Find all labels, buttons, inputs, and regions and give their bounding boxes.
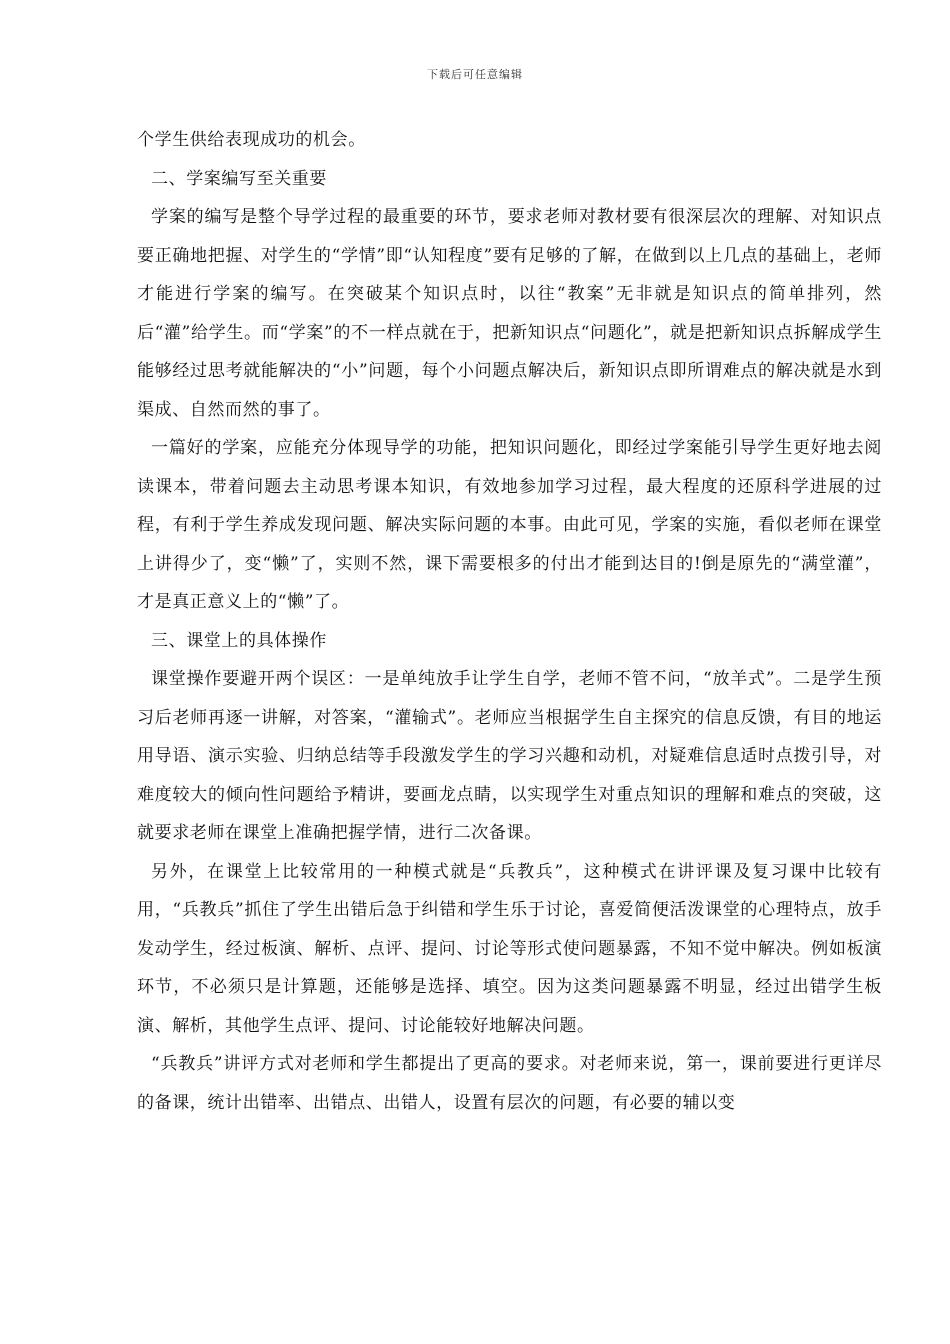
- paragraph: “兵教兵”讲评方式对老师和学生都提出了更高的要求。对老师来说，第一，课前要进行更详尽的备课，统计出错率、出错点、出错人，设置有层次的问题，有必要的辅以变: [137, 1054, 882, 1113]
- paragraph: 另外，在课堂上比较常用的一种模式就是“兵教兵”，这种模式在讲评课及复习课中比较有用，“兵教兵”抓住了学生出错后急于纠错和学生乐于讨论，喜爱简便活泼课堂的心理特点，放手发动学生，经过板演、解析、点评、提问、讨论等形式使问题暴露，不知不觉中解决。例如板演环节，不必须只是计算题，还能够是选择、填空。因为这类问题暴露不明显，经过出错学生板演、解析，其他学生点评、提问、讨论能较好地解决问题。: [137, 861, 882, 1036]
- section-heading-3: 三、课堂上的具体操作: [151, 630, 327, 651]
- paragraph-continuation: 个学生供给表现成功的机会。: [137, 130, 366, 150]
- document-body: [137, 121, 882, 1122]
- paragraph: 课堂操作要避开两个误区：一是单纯放手让学生自学，老师不管不问，“放羊式”。二是学生预习后老师再逐一讲解，对答案，“灌输式”。老师应当根据学生自主探究的信息反馈，有目的地运用导语、演示实验、归纳总结等手段激发学生的学习兴趣和动机，对疑难信息适时点拨引导，对难度较大的倾向性问题给予精讲，要画龙点睛，以实现学生对重点知识的理解和难点的突破，这就要求老师在课堂上准确把握学情，进行二次备课。: [137, 669, 882, 843]
- section-heading-2: 二、学案编写至关重要: [151, 168, 327, 189]
- paragraph: 一篇好的学案，应能充分体现导学的功能，把知识问题化，即经过学案能引导学生更好地去阅读课本，带着问题去主动思考课本知识，有效地参加学习过程，最大程度的还原科学进展的过程，有利于学生养成发现问题、解决实际问题的本事。由此可见，学案的实施，看似老师在课堂上讲得少了，变“懒”了，实则不然，课下需要根多的付出才能到达目的!倒是原先的“满堂灌”，才是真正意义上的“懒”了。: [137, 438, 882, 612]
- page-header: 下载后可任意编辑: [427, 68, 523, 81]
- paragraph: 学案的编写是整个导学过程的最重要的环节，要求老师对教材要有很深层次的理解、对知识点要正确地把握、对学生的“学情”即“认知程度”要有足够的了解，在做到以上几点的基础上，老师才能进行学案的编写。在突破某个知识点时，以往“教案”无非就是知识点的简单排列，然后“灌”给学生。而“学案”的不一样点就在于，把新知识点“问题化”，就是把新知识点拆解成学生能够经过思考就能解决的“小”问题，每个小问题点解决后，新知识点即所谓难点的解决就是水到渠成、自然而然的事了。: [137, 207, 882, 420]
